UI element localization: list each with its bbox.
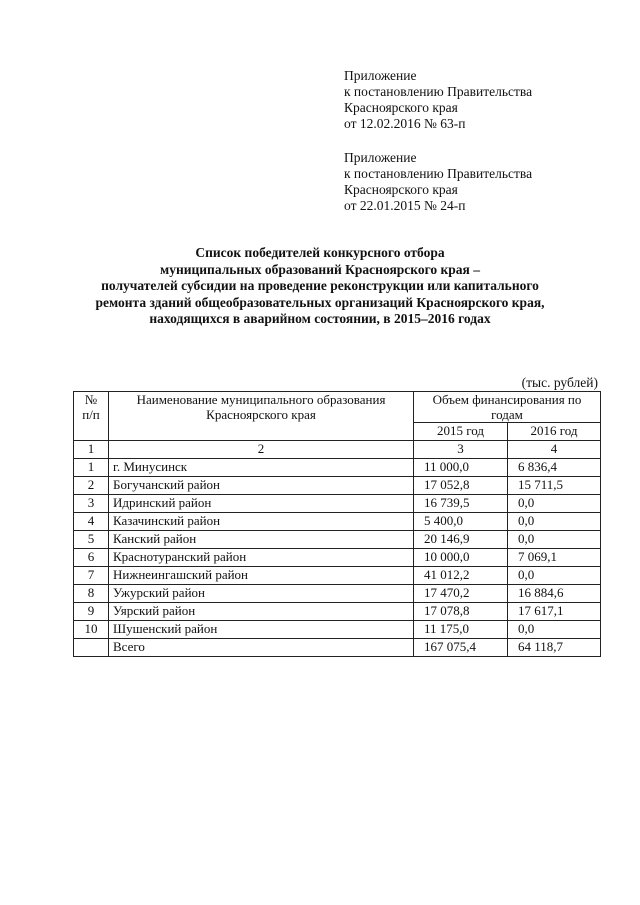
table-row (74, 621, 601, 639)
row-value-2016: 16 884,6 (508, 585, 601, 603)
row-name: Канский район (109, 531, 414, 549)
row-value-2015: 20 146,9 (414, 531, 508, 549)
appendix-1-line-1: Приложение (344, 68, 417, 83)
header-name: Наименование муниципального образования Красноярского края (109, 392, 414, 441)
winners-table (73, 391, 601, 657)
row-value-2015: 11 175,0 (414, 621, 508, 639)
col-number-1: 1 (74, 441, 109, 459)
table-row (74, 459, 601, 477)
header-year-2016: 2016 год (508, 423, 601, 441)
row-num: 5 (74, 531, 109, 549)
row-num: 7 (74, 567, 109, 585)
appendix-2-line-4: от 22.01.2015 № 24-п (344, 198, 466, 213)
appendix-2-line-2: к постановлению Правительства (344, 166, 533, 181)
row-value-2015: 10 000,0 (414, 549, 508, 567)
total-num-empty (74, 639, 109, 657)
row-value-2016: 15 711,5 (508, 477, 601, 495)
col-number-3: 3 (414, 441, 508, 459)
total-label: Всего (109, 639, 414, 657)
table-row (74, 549, 601, 567)
row-value-2015: 17 470,2 (414, 585, 508, 603)
row-name: г. Минусинск (109, 459, 414, 477)
title-line-5: находящихся в аварийном состоянии, в 2015–2016 годах (149, 311, 491, 326)
row-name: Богучанский район (109, 477, 414, 495)
appendix-2-line-3: Красноярского края (344, 182, 458, 197)
row-value-2016: 6 836,4 (508, 459, 601, 477)
col-number-4: 4 (508, 441, 601, 459)
appendix-2-line-1: Приложение (344, 150, 417, 165)
row-name: Шушенский район (109, 621, 414, 639)
total-value-2015: 167 075,4 (414, 639, 508, 657)
table-row (74, 477, 601, 495)
row-value-2015: 17 078,8 (414, 603, 508, 621)
row-num: 6 (74, 549, 109, 567)
row-name: Уярский район (109, 603, 414, 621)
row-value-2015: 5 400,0 (414, 513, 508, 531)
table-row (74, 513, 601, 531)
header-funding: Объем финансирования по годам (414, 392, 601, 423)
appendix-block-2 (344, 150, 624, 214)
row-num: 4 (74, 513, 109, 531)
table-row (74, 495, 601, 513)
header-year-2015: 2015 год (414, 423, 508, 441)
total-value-2016: 64 118,7 (508, 639, 601, 657)
row-value-2015: 17 052,8 (414, 477, 508, 495)
col-number-2: 2 (109, 441, 414, 459)
row-num: 1 (74, 459, 109, 477)
row-value-2016: 7 069,1 (508, 549, 601, 567)
row-value-2016: 0,0 (508, 567, 601, 585)
row-num: 2 (74, 477, 109, 495)
row-name: Казачинский район (109, 513, 414, 531)
row-value-2016: 0,0 (508, 513, 601, 531)
appendix-block-1 (344, 68, 624, 132)
row-value-2015: 16 739,5 (414, 495, 508, 513)
table-row (74, 567, 601, 585)
table-row (74, 585, 601, 603)
appendix-1-line-4: от 12.02.2016 № 63-п (344, 116, 466, 131)
row-value-2016: 0,0 (508, 495, 601, 513)
title-line-3: получателей субсидии на проведение реконструкции или капитального (101, 278, 539, 293)
row-value-2015: 11 000,0 (414, 459, 508, 477)
document-title (40, 245, 600, 328)
units-note: (тыс. рублей) (521, 375, 598, 390)
row-num: 8 (74, 585, 109, 603)
appendix-1-line-2: к постановлению Правительства (344, 84, 533, 99)
row-name: Нижнеингашский район (109, 567, 414, 585)
row-name: Ужурский район (109, 585, 414, 603)
row-value-2016: 17 617,1 (508, 603, 601, 621)
row-num: 3 (74, 495, 109, 513)
row-num: 9 (74, 603, 109, 621)
table-row (74, 531, 601, 549)
row-name: Идринский район (109, 495, 414, 513)
row-value-2016: 0,0 (508, 531, 601, 549)
total-row (74, 639, 601, 657)
row-value-2015: 41 012,2 (414, 567, 508, 585)
header-num: № п/п (74, 392, 109, 441)
row-num: 10 (74, 621, 109, 639)
row-name: Краснотуранский район (109, 549, 414, 567)
appendix-1-line-3: Красноярского края (344, 100, 458, 115)
title-line-1: Список победителей конкурсного отбора (195, 245, 445, 260)
title-line-4: ремонта зданий общеобразовательных организаций Красноярского края, (95, 294, 545, 310)
row-value-2016: 0,0 (508, 621, 601, 639)
title-line-2: муниципальных образований Красноярского края – (160, 261, 480, 277)
table-row (74, 603, 601, 621)
